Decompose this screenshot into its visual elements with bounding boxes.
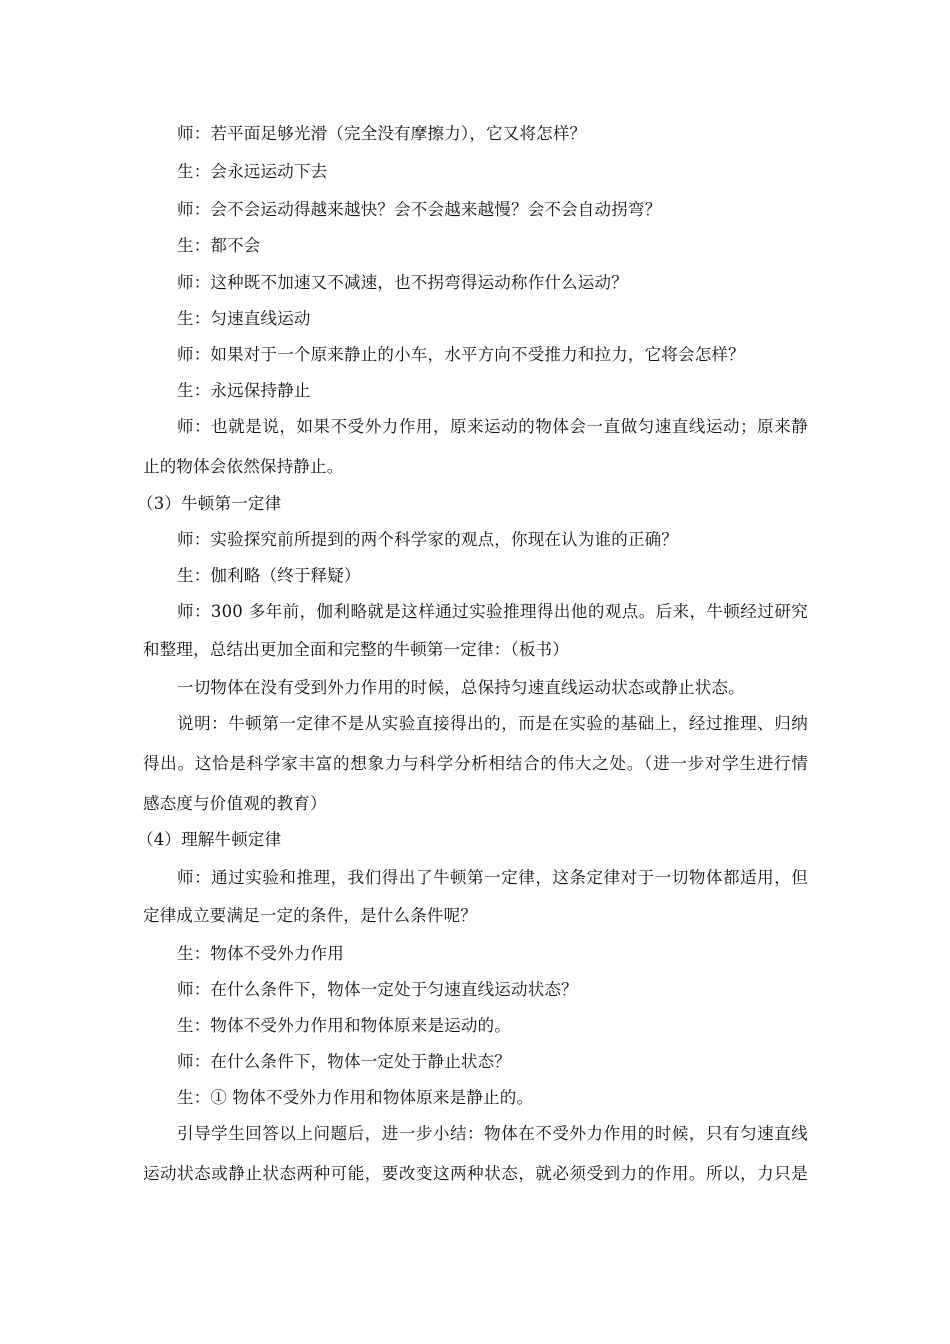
dialogue-line-teacher: 师：实验探究前所提到的两个科学家的观点，你现在认为谁的正确？ [177,530,678,549]
dialogue-line-student: 生：伽利略（终于释疑） [177,566,361,585]
section-heading: （3）牛顿第一定律 [137,494,282,513]
paragraph-continuation: 运动状态或静止状态两种可能，要改变这两种状态，就必须受到力的作用。所以，力只是 [143,1164,808,1183]
dialogue-line-teacher: 师：在什么条件下，物体一定处于静止状态？ [177,1052,511,1071]
dialogue-line-teacher: 师：会不会运动得越来越快？会不会越来越慢？会不会自动拐弯？ [177,200,662,219]
summary-paragraph: 引导学生回答以上问题后，进一步小结：物体在不受外力作用的时候，只有匀速直线 [177,1124,808,1143]
paragraph-continuation: 和整理，总结出更加全面和完整的牛顿第一定律：（板书） [143,640,569,659]
dialogue-line-student: 生：物体不受外力作用和物体原来是运动的。 [177,1016,511,1035]
dialogue-line-student: 生：都不会 [177,236,261,255]
dialogue-line-teacher: 师：如果对于一个原来静止的小车，水平方向不受推力和拉力，它将会怎样？ [177,345,745,364]
law-statement: 一切物体在没有受到外力作用的时候，总保持匀速直线运动状态或静止状态。 [177,678,745,697]
dialogue-line-student: 生：匀速直线运动 [177,309,311,328]
paragraph-continuation: 止的物体会依然保持静止。 [143,457,344,476]
dialogue-line-student: 生：物体不受外力作用 [177,944,344,963]
explanation-paragraph: 说明：牛顿第一定律不是从实验直接得出的，而是在实验的基础上，经过推理、归纳 [177,714,808,733]
dialogue-line-teacher: 师：在什么条件下，物体一定处于匀速直线运动状态？ [177,980,578,999]
paragraph-continuation: 定律成立要满足一定的条件，是什么条件呢？ [143,906,477,925]
dialogue-line-student: 生：会永远运动下去 [177,162,328,181]
dialogue-line-teacher: 师：通过实验和推理，我们得出了牛顿第一定律，这条定律对于一切物体都适用，但 [177,868,808,887]
paragraph-continuation: 得出。这恰是科学家丰富的想象力与科学分析相结合的伟大之处。（进一步对学生进行情 [143,754,808,773]
dialogue-line-teacher: 师：300 多年前，伽利略就是这样通过实验推理得出他的观点。后来，牛顿经过研究 [177,602,808,621]
paragraph-continuation: 感态度与价值观的教育） [143,794,327,813]
section-heading: （4）理解牛顿定律 [137,830,282,849]
dialogue-line-teacher: 师：也就是说，如果不受外力作用，原来运动的物体会一直做匀速直线运动；原来静 [177,417,808,436]
dialogue-line-student: 生：永远保持静止 [177,381,311,400]
dialogue-line-teacher: 师：这种既不加速又不减速，也不拐弯得运动称作什么运动？ [177,273,628,292]
dialogue-line-teacher: 师：若平面足够光滑（完全没有摩擦力），它又将怎样？ [177,124,587,143]
dialogue-line-student: 生：① 物体不受外力作用和物体原来是静止的。 [177,1088,534,1107]
